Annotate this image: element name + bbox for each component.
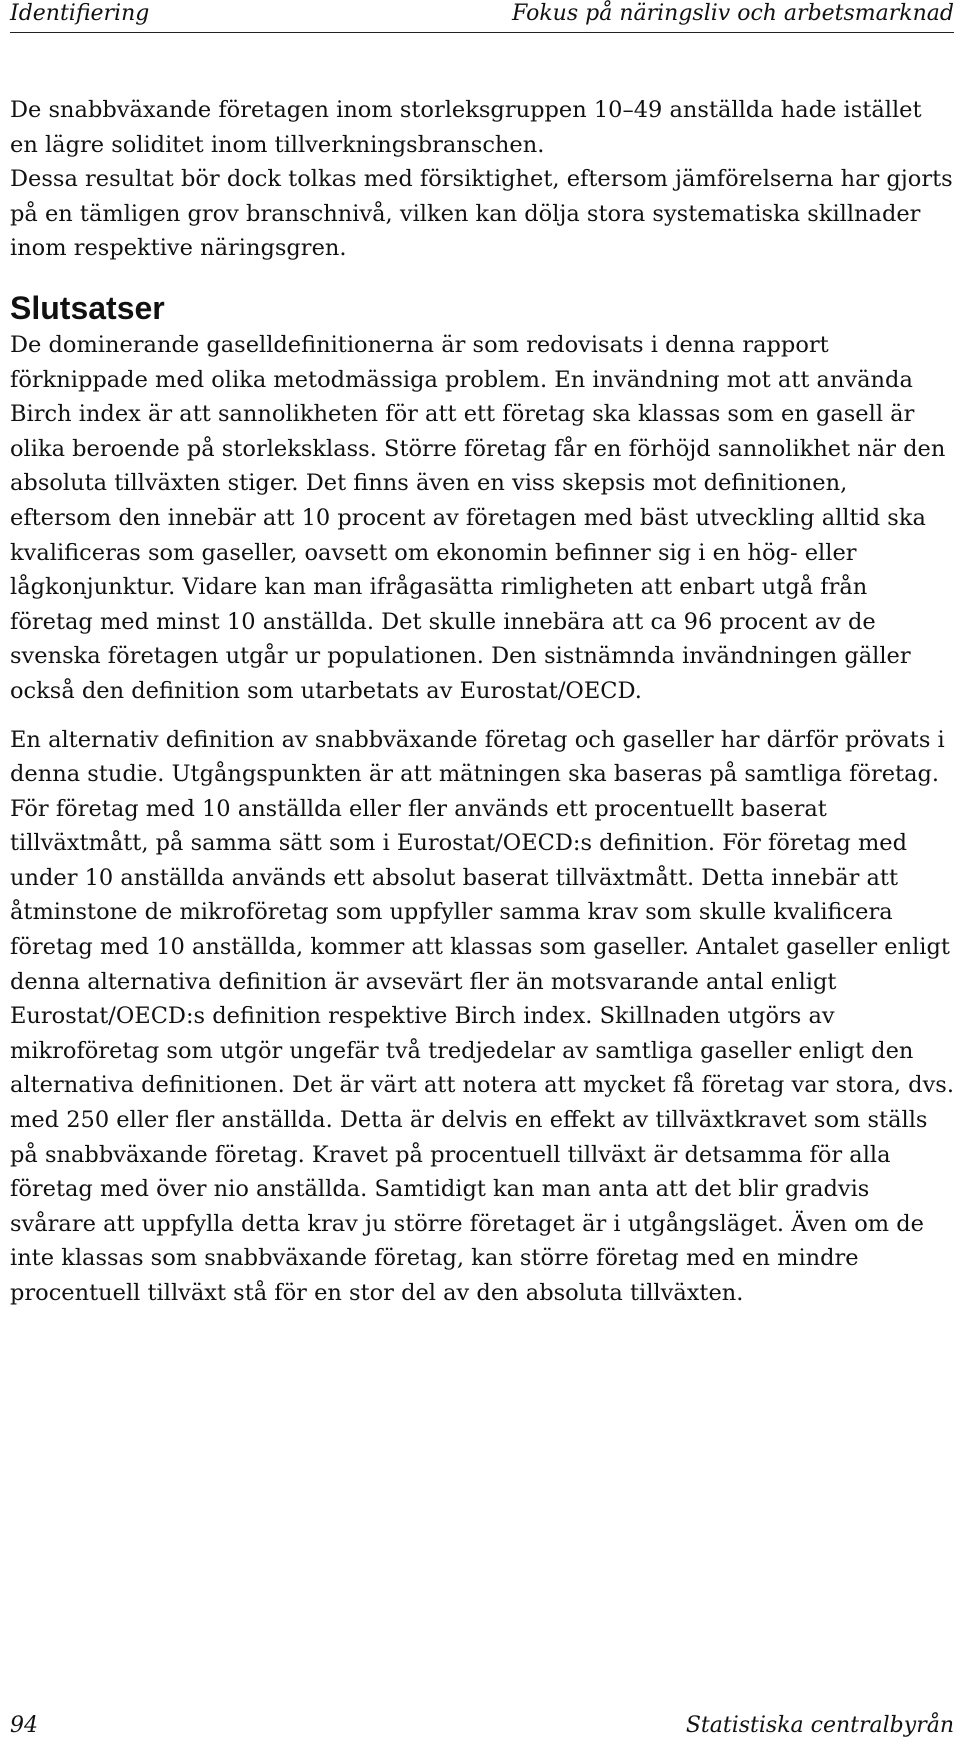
paragraph-4: En alternativ definition av snabbväxande företag och gaseller har därför prövats i denna studie. Utgångspunkten är att mätningen ska baseras på samtliga företag. För företag med 10 anställda eller fler används ett procentuellt baserat tillväxtmått, på samma sätt som i Eurostat/OECD:s definition. För företag med under 10 anställda används ett absolut baserat tillväxtmått. Detta innebär att åtminstone de mikroföretag som uppfyller samma krav som skulle kvalificera företag med 10 anställda, kommer att klassas som gaseller. Antalet gaseller enligt denna alternativa definition är avsevärt fler än motsvarande antal enligt Eurostat/OECD:s definition respektive Birch index. Skillnaden utgörs av mikroföretag som utgör ungefär två tredjedelar av samtliga gaseller enligt den alternativa definitionen. Det är värt att notera att mycket få företag var stora, dvs. med 250 eller fler anställda. Detta är delvis en effekt av tillväxtkravet som ställs på snabbväxande företag. Kravet på procentuell tillväxt är detsamma för alla företag med över nio anställda. Samtidigt kan man anta att det blir gradvis svårare att uppfylla detta krav ju större företaget är i utgångsläget. Även om de inte klassas som snabbväxande företag, kan större företag med en mindre procentuell tillväxt stå för en stor del av den absoluta tillväxten. [10, 726, 955, 1306]
paragraph-3: De dominerande gaselldefinitionerna är som redovisats i denna rapport förknippade med olika metodmässiga problem. En invändning mot att använda Birch index är att sannolikheten för att ett företag ska klassas som en gasell är olika beroende på storleksklass. Större företag får en förhöjd sannolikhet när den absoluta tillväxten stiger. Det finns även en viss skepsis mot definitionen, eftersom den innebär att 10 procent av företagen med bäst utveckling alltid ska kvalificeras som gaseller, oavsett om ekonomin befinner sig i en hög- eller lågkonjunktur. Vidare kan man ifrågasätta rimligheten att enbart utgå från företag med minst 10 anställda. Det skulle innebära att ca 96 procent av de svenska företagen utgår ur populationen. Den sistnämnda invändningen gäller också den definition som utarbetats av Eurostat/OECD. [10, 331, 946, 704]
running-header [10, 0, 954, 33]
paragraph-2: Dessa resultat bör dock tolkas med försiktighet, eftersom jämförelserna har gjorts på en tämligen grov branschnivå, vilken kan dölja stora systematiska skillnader inom respektive näringsgren. [10, 166, 953, 262]
body-text [10, 93, 954, 1311]
page-footer [10, 1713, 954, 1738]
header-publication-title: Fokus på näringsliv och arbetsmarknad [512, 1, 954, 26]
page-number: 94 [10, 1713, 38, 1738]
footer-publisher: Statistiska centralbyrån [685, 1713, 954, 1738]
header-section-title: Identifiering [10, 1, 150, 26]
section-heading: Slutsatser [10, 289, 165, 326]
paragraph-1: De snabbväxande företagen inom storleksgruppen 10–49 anställda hade istället en lägre soliditet inom tillverkningsbranschen. [10, 97, 922, 158]
